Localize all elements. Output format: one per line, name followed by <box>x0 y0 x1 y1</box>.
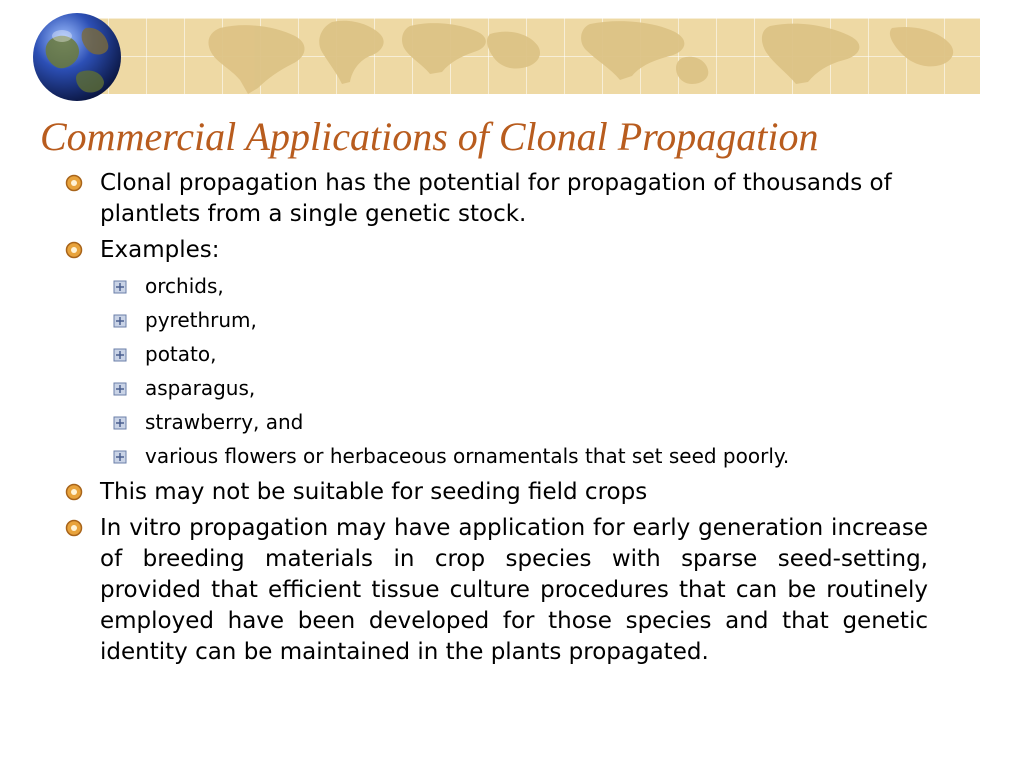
bullet-item-clonal-propagation <box>100 168 928 230</box>
world-map-icon <box>70 18 980 94</box>
square-bullet-icon <box>113 314 127 328</box>
bullet-item-examples <box>100 235 928 266</box>
example-text: potato, <box>145 342 217 366</box>
example-item <box>145 341 945 368</box>
example-text: pyrethrum, <box>145 308 257 332</box>
bullet-text: Clonal propagation has the potential for propagation of thousands of plantlets from a single genetic stock. <box>100 170 892 227</box>
world-map-banner <box>70 18 980 94</box>
example-text: strawberry, and <box>145 410 304 434</box>
square-bullet-icon <box>113 416 127 430</box>
square-bullet-icon <box>113 280 127 294</box>
circle-bullet-icon <box>65 174 83 192</box>
example-item <box>145 307 945 334</box>
bullet-text: Examples: <box>100 237 220 263</box>
example-item <box>145 375 945 402</box>
globe-icon <box>30 10 124 104</box>
example-item <box>145 443 945 470</box>
square-bullet-icon <box>113 348 127 362</box>
bullet-text: This may not be suitable for seeding field crops <box>100 479 648 505</box>
example-text: orchids, <box>145 274 224 298</box>
square-bullet-icon <box>113 382 127 396</box>
circle-bullet-icon <box>65 483 83 501</box>
bullet-item-field-crops <box>100 477 928 508</box>
example-item <box>145 409 945 436</box>
bullet-text: In vitro propagation may have application for early generation increase of breeding materials in crop species with sparse seed-setting, provided that efficient tissue culture procedures that can be routinely employed have been developed for those species and that genetic identity can be maintained in the plants propagated. <box>100 515 928 665</box>
example-text: various flowers or herbaceous ornamentals that set seed poorly. <box>145 444 790 468</box>
circle-bullet-icon <box>65 519 83 537</box>
example-item <box>145 273 945 300</box>
slide-title: Commercial Applications of Clonal Propagation <box>40 114 819 159</box>
example-text: asparagus, <box>145 376 256 400</box>
bullet-item-in-vitro <box>100 513 928 668</box>
circle-bullet-icon <box>65 241 83 259</box>
square-bullet-icon <box>113 450 127 464</box>
